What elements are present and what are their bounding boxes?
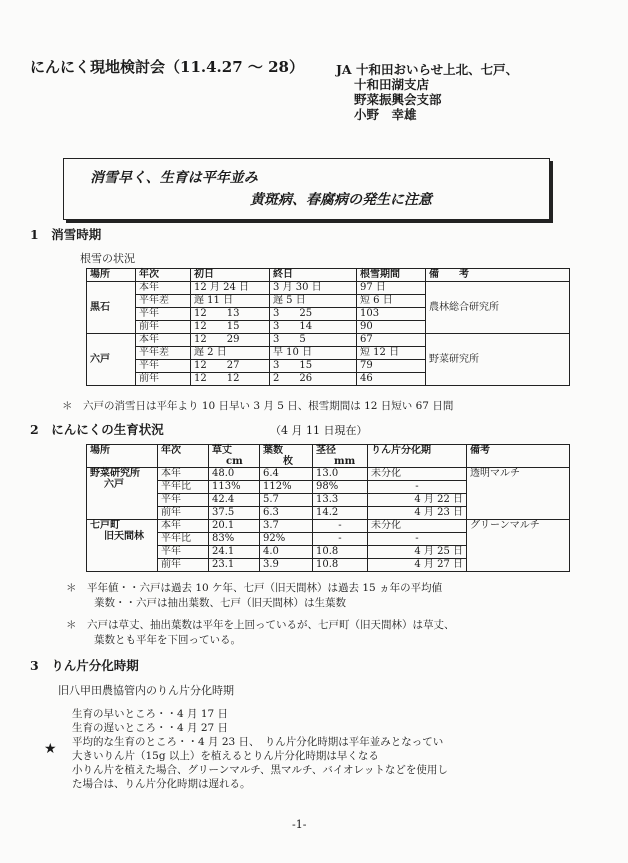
table-cell: 67 — [357, 334, 426, 347]
note-cell: グリーンマルチ — [467, 520, 570, 572]
note-cell: 野菜研究所 — [426, 334, 570, 386]
table-cell: 未分化 — [368, 468, 467, 481]
section3-line-6: た場合は、りん片分化時期は遅れる。 — [72, 778, 251, 790]
col-header-height — [209, 445, 260, 468]
col-header-label: 葉数 — [263, 445, 283, 456]
section2-date: （4 月 11 日現在） — [270, 424, 368, 437]
table-cell: 42.4 — [209, 494, 260, 507]
table-cell: 本年 — [158, 468, 209, 481]
note-cell: 透明マルチ — [467, 468, 570, 520]
table-cell: 37.5 — [209, 507, 260, 520]
table-cell: 本年 — [158, 520, 209, 533]
table-cell: 4 月 22 日 — [368, 494, 467, 507]
table-cell: - — [368, 533, 467, 546]
table-cell: 3 14 — [270, 321, 357, 334]
table-cell: 前年 — [158, 559, 209, 572]
note-cell: 農林総合研究所 — [426, 282, 570, 334]
table-cell: 12 29 — [191, 334, 270, 347]
table-cell: 92% — [260, 533, 313, 546]
unit-label: mm — [334, 456, 356, 467]
page-title: にんにく現地検討会（11.4.27 ～ 28） — [30, 58, 304, 76]
table-cell: 14.2 — [313, 507, 368, 520]
place-cell: 六戸 — [87, 334, 136, 386]
col-header: 場所 — [87, 269, 136, 282]
table-cell: 13.3 — [313, 494, 368, 507]
section3-line-2: 生育の遅いところ・・4 月 27 日 — [72, 722, 229, 734]
table-cell: 3.9 — [260, 559, 313, 572]
banner-line-2: 黄斑病、春腐病の発生に注意 — [250, 192, 432, 208]
banner-line-1: 消雪早く、生育は平年並み — [90, 170, 258, 186]
table-cell: 前年 — [136, 321, 191, 334]
place-subname: 六戸 — [104, 479, 124, 490]
table-cell: 12 12 — [191, 373, 270, 386]
table-cell: 10.8 — [313, 546, 368, 559]
table-cell: 平年比 — [158, 481, 209, 494]
col-header: 初日 — [191, 269, 270, 282]
place-cell: 黒石 — [87, 282, 136, 334]
table-cell: 24.1 — [209, 546, 260, 559]
table-cell: 3 月 30 日 — [270, 282, 357, 295]
col-header: 年次 — [136, 269, 191, 282]
table-cell: 短 12 日 — [357, 347, 426, 360]
section1-heading: 1 消雪時期 — [30, 227, 102, 242]
col-header: 年次 — [158, 445, 209, 468]
table-cell: 遅 2 日 — [191, 347, 270, 360]
place-name: 七戸町 — [90, 520, 120, 531]
table-cell: 短 6 日 — [357, 295, 426, 308]
table-cell: 遅 11 日 — [191, 295, 270, 308]
table-cell: 平年 — [136, 308, 191, 321]
table-cell: 98% — [313, 481, 368, 494]
section3-line-3: 平均的な生育のところ・・4 月 23 日、 りん片分化時期は平年並みとなってい — [72, 736, 444, 748]
table-cell: 12 月 24 日 — [191, 282, 270, 295]
table-cell: - — [313, 520, 368, 533]
table-cell: 46 — [357, 373, 426, 386]
table-cell: 平年 — [136, 360, 191, 373]
table-row — [87, 334, 570, 347]
table-cell: 83% — [209, 533, 260, 546]
place-cell — [87, 520, 158, 572]
table-cell: 10.8 — [313, 559, 368, 572]
table-cell: 97 日 — [357, 282, 426, 295]
table-cell: 4 月 23 日 — [368, 507, 467, 520]
table-cell: 79 — [357, 360, 426, 373]
affiliation-line-2: 十和田湖支店 — [354, 77, 430, 92]
section1-subheading: 根雪の状況 — [80, 252, 135, 265]
table-row — [87, 520, 570, 533]
section2-heading: 2 にんにくの生育状況 — [30, 422, 164, 437]
table-cell: 2 26 — [270, 373, 357, 386]
col-header-stem — [313, 445, 368, 468]
section1-note: ＊ 六戸の消雪日は平年より 10 日早い 3 月 5 日、根雪期間は 12 日短い 67 日間 — [62, 400, 454, 412]
table-cell: 6.4 — [260, 468, 313, 481]
table-cell: 103 — [357, 308, 426, 321]
table-cell: 平年 — [158, 494, 209, 507]
table-cell: 6.3 — [260, 507, 313, 520]
table-cell: 4 月 25 日 — [368, 546, 467, 559]
place-name: 野菜研究所 — [90, 468, 140, 479]
table-cell: 遅 5 日 — [270, 295, 357, 308]
table-header-row — [87, 445, 570, 468]
table-cell: 20.1 — [209, 520, 260, 533]
col-header: 終日 — [270, 269, 357, 282]
table-cell: 未分化 — [368, 520, 467, 533]
table-cell: 前年 — [158, 507, 209, 520]
section3-line-5: 小りん片を植えた場合、グリーンマルチ、黒マルチ、バイオレットなどを使用し — [72, 764, 448, 776]
col-header-label: 茎径 — [316, 445, 336, 456]
place-cell — [87, 468, 158, 520]
col-header-label: 草丈 — [212, 445, 232, 456]
table-row — [87, 282, 570, 295]
table-cell: 3 25 — [270, 308, 357, 321]
section2-note-1: ＊ 平年値・・六戸は過去 10 ケ年、七戸（旧天間林）は過去 15 ヵ年の平均値 — [66, 582, 443, 594]
table-cell: 平年差 — [136, 295, 191, 308]
table-cell: 23.1 — [209, 559, 260, 572]
col-header: 備 考 — [426, 269, 570, 282]
table-header-row — [87, 269, 570, 282]
table-cell: 112% — [260, 481, 313, 494]
summary-banner — [63, 158, 550, 220]
star-icon: ★ — [44, 741, 57, 757]
section2-note-4: 葉数とも平年を下回っている。 — [94, 634, 241, 646]
place-subname: 旧天間林 — [104, 531, 144, 542]
table-row — [87, 468, 570, 481]
unit-label: cm — [226, 456, 243, 467]
affiliation-line-1: JA 十和田おいらせ上北、七戸、 — [336, 62, 519, 77]
table-cell: 12 27 — [191, 360, 270, 373]
table-cell: 4 月 27 日 — [368, 559, 467, 572]
table-cell: 平年 — [158, 546, 209, 559]
table-cell: 90 — [357, 321, 426, 334]
table-cell: 平年差 — [136, 347, 191, 360]
growth-table — [86, 444, 570, 572]
section3-heading: 3 りん片分化時期 — [30, 658, 139, 673]
affiliation-line-3: 野菜振興会支部 — [354, 92, 442, 107]
table-cell: 12 15 — [191, 321, 270, 334]
table-cell: 前年 — [136, 373, 191, 386]
table-cell: 113% — [209, 481, 260, 494]
section2-note-3: ＊ 六戸は草丈、抽出葉数は平年を上回っているが、七戸町（旧天間林）は草丈、 — [66, 619, 455, 631]
col-header: 根雪期間 — [357, 269, 426, 282]
table-cell: 3 5 — [270, 334, 357, 347]
section2-note-2: 業数・・六戸は抽出葉数、七戸（旧天間林）は生葉数 — [94, 597, 346, 609]
unit-label: 枚 — [283, 456, 293, 467]
table-cell: - — [368, 481, 467, 494]
snow-cover-table — [86, 268, 570, 386]
col-header: りん片分化期 — [368, 445, 467, 468]
table-cell: 4.0 — [260, 546, 313, 559]
table-cell: 13.0 — [313, 468, 368, 481]
col-header: 場所 — [87, 445, 158, 468]
table-cell: 早 10 日 — [270, 347, 357, 360]
section3-line-4: 大きいりん片（15g 以上）を植えるとりん片分化時期は早くなる — [72, 750, 379, 762]
table-cell: 本年 — [136, 282, 191, 295]
section3-subheading: 旧八甲田農協管内のりん片分化時期 — [58, 684, 234, 697]
table-cell: 本年 — [136, 334, 191, 347]
col-header: 備考 — [467, 445, 570, 468]
table-cell: 12 13 — [191, 308, 270, 321]
page-number: -1- — [292, 818, 307, 831]
author-name: 小野 幸雄 — [354, 107, 417, 122]
table-cell: 3.7 — [260, 520, 313, 533]
table-cell: 48.0 — [209, 468, 260, 481]
section3-line-1: 生育の早いところ・・4 月 17 日 — [72, 708, 229, 720]
table-cell: 5.7 — [260, 494, 313, 507]
table-cell: - — [313, 533, 368, 546]
table-cell: 平年比 — [158, 533, 209, 546]
table-cell: 3 15 — [270, 360, 357, 373]
col-header-leaves — [260, 445, 313, 468]
